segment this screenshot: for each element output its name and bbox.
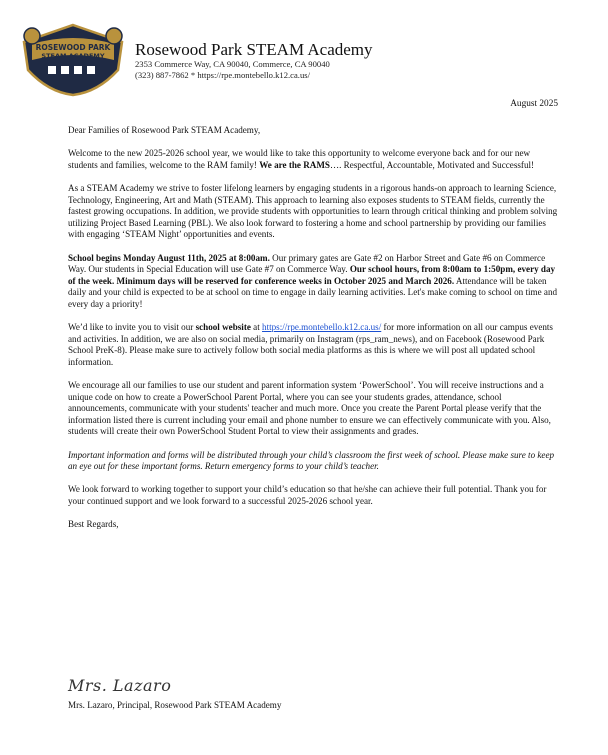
logo-text-bottom: STEAM ACADEMY [41,52,105,60]
paragraph-steam: As a STEAM Academy we strive to foster lifelong learners by engaging students in a rigorous hands-on approach to learning Science, Technology, Engineering, Art and Math (STEAM). This approach to learning also exposes students to STEAM fields, currently the fastest growing occupations. In addition, we provide students with opportunities to learn through critical thinking and problem solving utilizing Project Based Learning (PBL). We also look forward to fostering a home and school partnership by providing our families with engaging ‘STEAM Night’ opportunities and events. [68,182,558,240]
logo-text-top: ROSEWOOD PARK [35,43,111,52]
school-name: Rosewood Park STEAM Academy [135,40,373,59]
letterhead [135,40,373,81]
school-logo [18,22,128,97]
paragraph-forms: Important information and forms will be distributed through your child’s classroom the first week of school. Please make sure to keep an eye out for these important forms. Return emergency forms to your child’s teacher. [68,449,555,472]
school-phone: (323) 887-7862 * [135,70,196,80]
school-address: 2353 Commerce Way, CA 90040, Commerce, CA 90040 [135,59,330,69]
paragraph-website: We’d like to invite you to visit our school website at https://rpe.montebello.k12.ca.us/ for more information on all our campus events and activities. In addition, we are also on social media, primarily on Instagram (rps_ram_news), and on Facebook (Rosewood Park School PreK-8). Please make sure to actively follow both social media platforms as this is where we will post all updated school information. [68,322,553,367]
school-contact [135,70,373,81]
paragraph-schedule: School begins Monday August 11th, 2025 at 8:00am. Our primary gates are Gate #2 on Harbor Street and Gate #6 on Commerce Way. Our students in Special Education will use Gate #7 on Commerce Way. Our school hours, from 8:00am to 1:50pm, every day of the week. Minimum days will be reserved for conference weeks in October 2025 and March 2026. Attendance will be taken daily and your child is expected to be at school on time to engage in daily learning activities. Let's make coming to school on time and every day a priority! [68,252,558,309]
school-website: https://rpe.montebello.k12.ca.us/ [197,70,310,80]
paragraph-powerschool: We encourage all our families to use our student and parent information system ‘PowerSchool’. You will receive instructions and a unique code on how to create a PowerSchool Parent Portal, where you can see your students grades, attendance, school announcements, communicate with your students' teacher and much more. Once you create the Parent Portal please verify that the information listed there is current including your email and phone number to ensure we can effectively communicate with you. Also, students will create their own PowerSchool Student Portal to view their assignments and grades. [68,380,551,437]
letter-body [68,125,562,542]
greeting: Dear Families of Rosewood Park STEAM Academy, [68,125,261,135]
signoff-line: Mrs. Lazaro, Principal, Rosewood Park STEAM Academy [68,700,282,710]
handwritten-signature: Mrs. Lazaro [68,676,172,695]
letter-date: August 2025 [510,99,558,109]
website-link[interactable]: https://rpe.montebello.k12.ca.us/ [262,322,382,333]
paragraph-closing: We look forward to working together to support your child’s education so that he/she can achieve their full potential. Thank you for your continued support and we look forward to a successful 2025-2026 school year. [68,484,547,506]
paragraph-welcome: Welcome to the new 2025-2026 school year, we would like to take this opportunity to welcome everyone back and for our new students and families, welcome to the RAM family! We are the RAMS…. Respectful, Accountable, Motivated and Successful! [68,148,535,170]
closing-salutation: Best Regards, [68,519,119,530]
